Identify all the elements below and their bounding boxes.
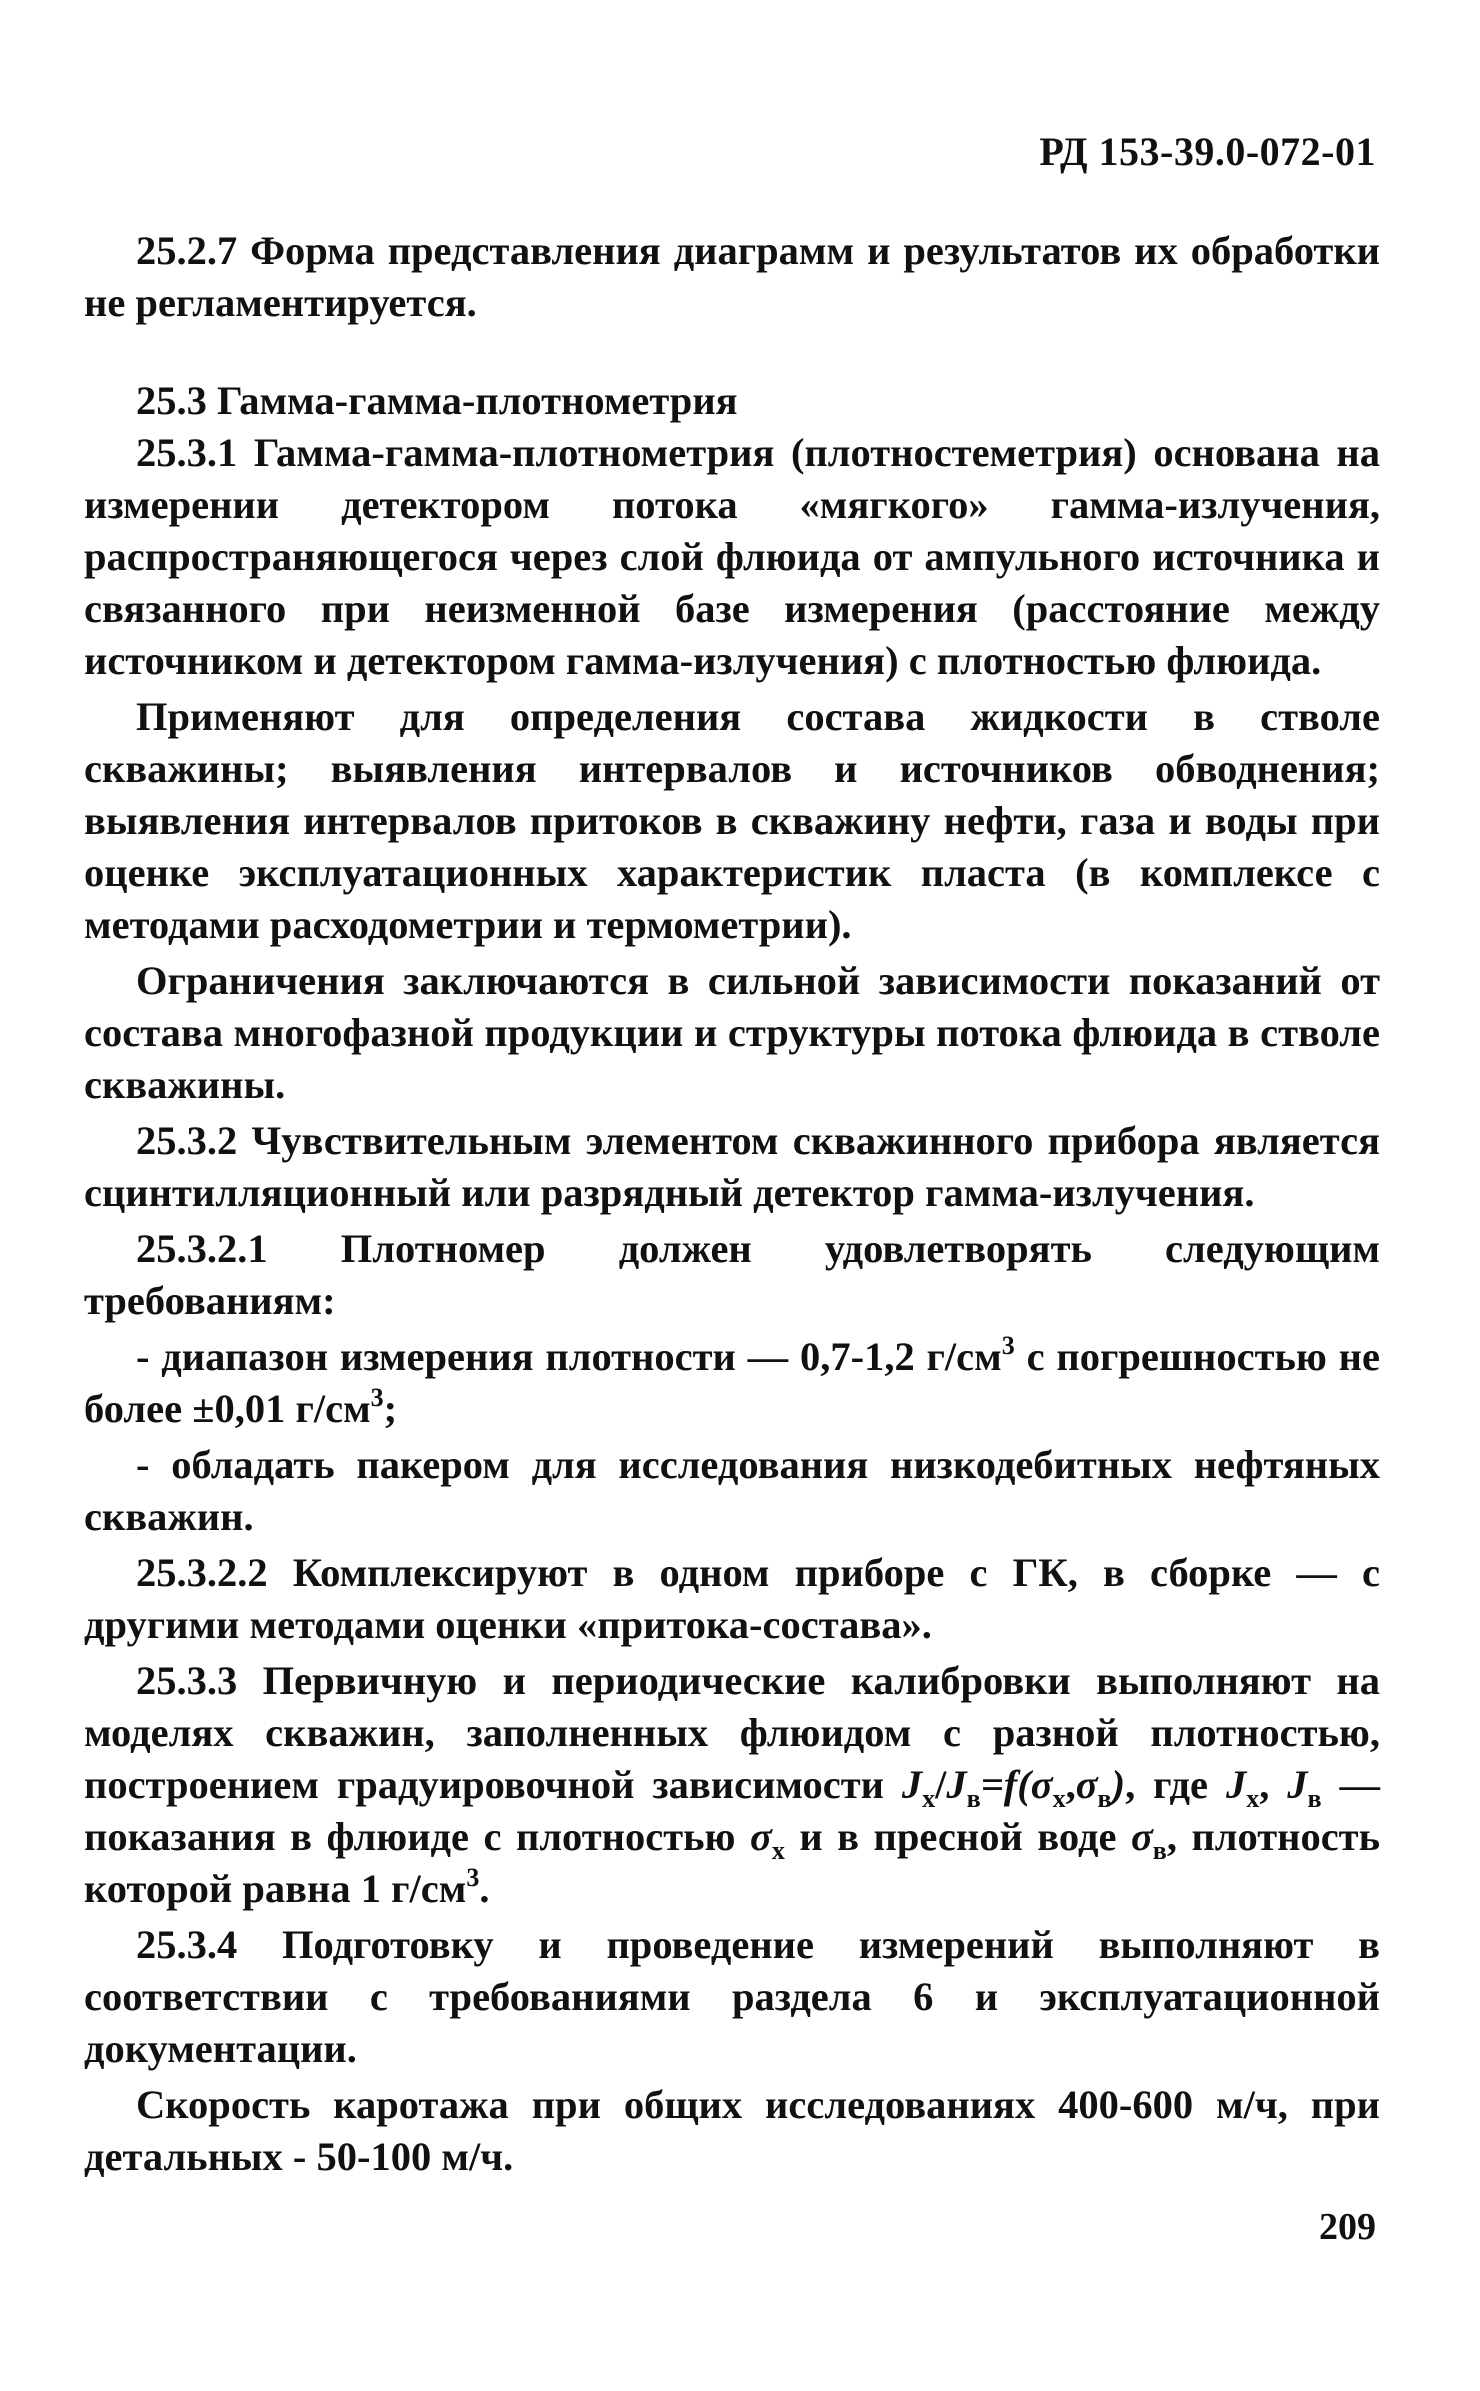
density-range-text-a: - диапазон измерения плотности — 0,7-1,2 г/см — [136, 1334, 1002, 1379]
formula-comma: , — [1259, 1762, 1270, 1807]
formula-j: J — [901, 1762, 923, 1807]
paragraph-25-3-1: 25.3.1 Гамма-гамма-плотнометрия (плотностеметрия) основана на измерении детектором потока «мягкого» гамма-излучения, распространяющегося через слой флюида от ампульного источника и связанного при неизменной базе измерения (расстояние между источником и детектором гамма-излучения) с плотностью флюида. — [84, 430, 1380, 683]
subscript-x: x — [771, 1836, 785, 1866]
formula-close-paren: ) — [1111, 1762, 1126, 1807]
formula-sigma: σ — [1130, 1814, 1153, 1859]
calibration-text-b: , где — [1125, 1762, 1226, 1807]
paragraph-25-3-2-1: 25.3.2.1 Плотномер должен удовлетворять следующим требованиям: — [84, 1226, 1380, 1323]
formula-comma: , — [1065, 1762, 1076, 1807]
density-range-text-b: с погрешностью не более ±0,01 г/см — [84, 1334, 1380, 1431]
section-title-25-3: 25.3 Гамма-гамма-плотнометрия — [136, 378, 738, 423]
subscript-v: в — [1152, 1836, 1167, 1866]
calibration-text-f: . — [479, 1866, 490, 1911]
subscript-x: x — [922, 1784, 936, 1814]
superscript-3: 3 — [1001, 1330, 1015, 1360]
formula-j: J — [1287, 1762, 1308, 1807]
subscript-x: x — [1246, 1784, 1260, 1814]
paragraph-limitations: Ограничения заключаются в сильной зависимости показаний от состава многофазной продукции и структуры потока флюида в стволе скважины. — [84, 958, 1380, 1107]
formula-slash: / — [935, 1762, 947, 1807]
paragraph-25-3-2-2: 25.3.2.2 Комплексируют в одном приборе с ГК, в сборке — с другими методами оценки «притока-состава». — [84, 1550, 1380, 1647]
paragraph-application: Применяют для определения состава жидкости в стволе скважины; выявления интервалов и источников обводнения; выявления интервалов притоков в скважину нефти, газа и воды при оценке эксплуатационных характеристик пласта (в комплексе с методами расходометрии и термометрии). — [84, 694, 1380, 947]
document-code-header: РД 153-39.0-072-01 — [1039, 129, 1376, 174]
formula-function: =f(σ — [980, 1762, 1053, 1807]
paragraph-25-3-4: 25.3.4 Подготовку и проведение измерений выполняют в соответствии с требованиями раздела 6 и эксплуатационной документации. — [84, 1922, 1380, 2071]
calibration-text-d: и в пресной воде — [784, 1814, 1131, 1859]
formula-sigma: σ — [1075, 1762, 1098, 1807]
subscript-v: в — [1097, 1784, 1112, 1814]
paragraph-logging-speed: Скорость каротажа при общих исследованиях 400-600 м/ч, при детальных - 50-100 м/ч. — [84, 2082, 1380, 2179]
paragraph-density-range — [84, 1331, 1380, 1435]
document-body — [84, 225, 1380, 2187]
formula-j: J — [946, 1762, 967, 1807]
paragraph-25-2-7: 25.2.7 Форма представления диаграмм и результатов их обработки не регламентируется. — [84, 228, 1380, 325]
subscript-x: x — [1052, 1784, 1066, 1814]
superscript-3: 3 — [370, 1382, 384, 1412]
calibration-text-a: 25.3.3 Первичную и периодические калибровки выполняют на моделях скважин, заполненных флюидом с разной плотностью, построением градуировочной зависимости — [84, 1658, 1380, 1807]
formula-j: J — [1225, 1762, 1247, 1807]
density-range-text-c: ; — [383, 1386, 398, 1431]
calibration-text-c: — показания в флюиде с плотностью — [84, 1762, 1381, 1859]
formula-sigma: σ — [750, 1814, 772, 1859]
paragraph-packer: - обладать пакером для исследования низкодебитных нефтяных скважин. — [84, 1442, 1380, 1539]
subscript-v: в — [1307, 1784, 1322, 1814]
page-number: 209 — [1319, 2206, 1376, 2248]
paragraph-25-3-3 — [84, 1655, 1380, 1915]
superscript-3: 3 — [466, 1862, 480, 1892]
paragraph-25-3-2: 25.3.2 Чувствительным элементом скважинного прибора является сцинтилляционный или разрядный детектор гамма-излучения. — [84, 1118, 1380, 1215]
calibration-text-e: , плотность которой равна 1 г/см — [84, 1814, 1380, 1911]
subscript-v: в — [966, 1784, 981, 1814]
